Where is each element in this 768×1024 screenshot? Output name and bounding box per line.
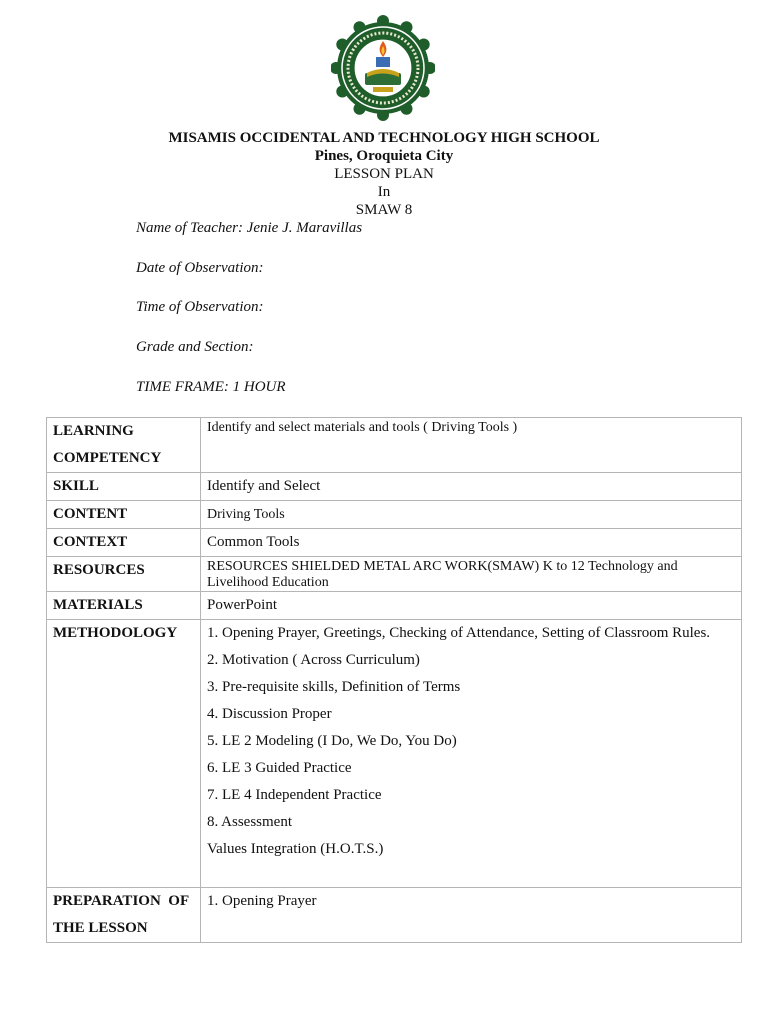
school-name: MISAMIS OCCIDENTAL AND TECHNOLOGY HIGH SCHOOL: [168, 130, 600, 146]
materials-value: PowerPoint: [201, 592, 742, 620]
context-value: Common Tools: [201, 529, 742, 557]
subject-title: SMAW 8: [355, 202, 413, 218]
table-row: [47, 592, 742, 620]
methodology-item: Values Integration (H.O.T.S.): [207, 841, 384, 857]
resources-label: RESOURCES: [47, 557, 201, 592]
methodology-item: 5. LE 2 Modeling (I Do, We Do, You Do): [207, 733, 457, 749]
time-of-observation: Time of Observation:: [136, 299, 264, 315]
table-row: [47, 501, 742, 529]
methodology-value: [201, 620, 742, 888]
table-row: [47, 529, 742, 557]
document-in: In: [377, 184, 391, 200]
methodology-item: 1. Opening Prayer, Greetings, Checking of Attendance, Setting of Classroom Rules.: [207, 625, 711, 641]
preparation-label-line2: THE LESSON: [53, 920, 148, 936]
context-label: CONTEXT: [47, 529, 201, 557]
methodology-item: 7. LE 4 Independent Practice: [207, 787, 382, 803]
document-type: LESSON PLAN: [334, 166, 434, 182]
school-location: Pines, Oroquieta City: [314, 148, 454, 164]
content-value: Driving Tools: [201, 501, 742, 529]
methodology-item: 3. Pre-requisite skills, Definition of Terms: [207, 679, 461, 695]
skill-label: SKILL: [47, 473, 201, 501]
table-row: [47, 888, 742, 943]
preparation-label-line1: PREPARATION OF: [53, 893, 190, 909]
learning-competency-label-line2: COMPETENCY: [53, 450, 162, 466]
school-seal-logo: [331, 15, 435, 121]
date-of-observation: Date of Observation:: [136, 260, 264, 276]
methodology-item: 6. LE 3 Guided Practice: [207, 760, 352, 776]
preparation-value: 1. Opening Prayer: [201, 888, 742, 943]
learning-competency-value: Identify and select materials and tools ( Driving Tools ): [201, 418, 742, 473]
content-label: CONTENT: [47, 501, 201, 529]
learning-competency-label-line1: LEARNING: [53, 423, 134, 439]
preparation-label: [47, 888, 201, 943]
methodology-label: METHODOLOGY: [47, 620, 201, 888]
teacher-name: Name of Teacher: Jenie J. Maravillas: [136, 220, 363, 236]
grade-and-section: Grade and Section:: [136, 339, 254, 355]
skill-value: Identify and Select: [201, 473, 742, 501]
table-row: [47, 418, 742, 473]
time-frame: TIME FRAME: 1 HOUR: [136, 379, 286, 395]
lesson-plan-table: [46, 417, 742, 943]
learning-competency-label: [47, 418, 201, 473]
methodology-item: 2. Motivation ( Across Curriculum): [207, 652, 420, 668]
table-row: [47, 620, 742, 888]
resources-value: RESOURCES SHIELDED METAL ARC WORK(SMAW) K to 12 Technology and Livelihood Education: [201, 557, 742, 592]
methodology-item: 8. Assessment: [207, 814, 293, 830]
table-row: [47, 557, 742, 592]
materials-label: MATERIALS: [47, 592, 201, 620]
methodology-item: 4. Discussion Proper: [207, 706, 332, 722]
table-row: [47, 473, 742, 501]
